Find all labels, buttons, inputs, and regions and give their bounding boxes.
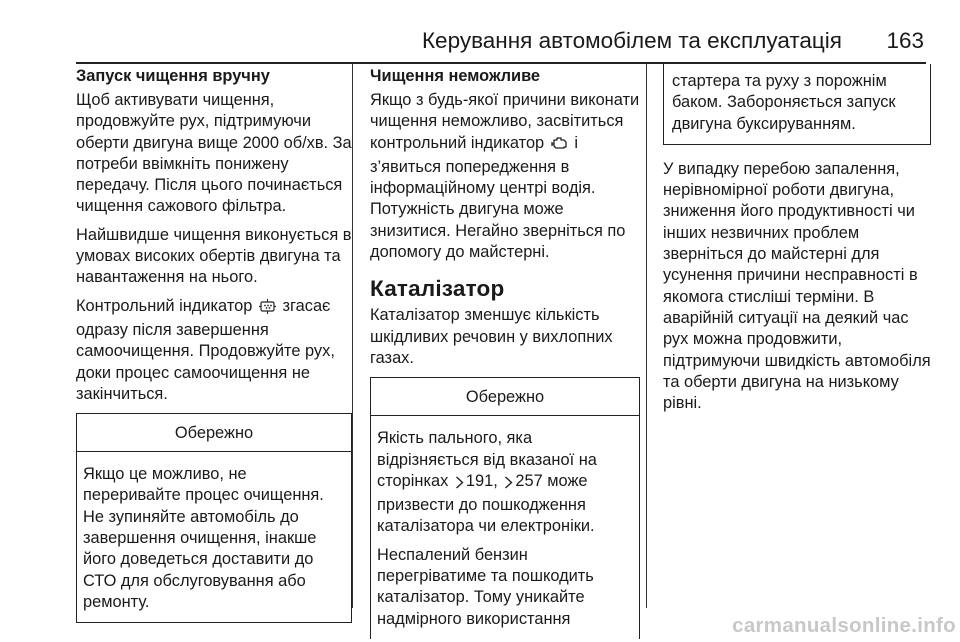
caution-box — [76, 413, 352, 623]
column-1 — [76, 64, 352, 623]
text-span: Якість пального, яка відрізняється від вказаної на сторінках — [377, 429, 597, 490]
column-2 — [370, 64, 640, 639]
text-span: може призвести до пошкодження каталізатора чи електроніки. — [377, 471, 595, 536]
column-3 — [663, 64, 931, 421]
paragraph: Найшвидше чищення виконується в умовах високих обертів двигуна та навантаження на нього. — [76, 225, 352, 287]
page-number: 163 — [886, 28, 924, 53]
caution-box-continued — [663, 64, 931, 145]
page-reference-arrow-icon — [504, 474, 513, 495]
caution-text: Якщо це можливо, не переривайте процес очищення. Не зупиняйте автомобіль до завершення очищення, інакше його доведеться доставити до СТО для обслуговування або ремонту. — [83, 465, 324, 611]
column-divider-1 — [352, 64, 353, 608]
caution-title: Обережно — [77, 414, 351, 452]
engine-service-icon — [551, 136, 568, 157]
page-reference-link[interactable]: 191 — [465, 471, 494, 490]
section-heading-manual-cleaning: Запуск чищення вручну — [76, 67, 270, 85]
column-divider-2 — [646, 64, 647, 608]
caution-text: Неспалений бензин перегріватиме та пошкодить каталізатор. Тому уникайте надмірного використання — [377, 545, 594, 628]
page-reference-arrow-icon — [455, 474, 464, 495]
paragraph: У випадку перебою запалення, нерівномірної роботи двигуна, зниження його продуктивності чи інших незвичних проблем зверніться до майстерні для усунення причини несправності в якомога стисліші терміни. В аварійній ситуації на деякий час рух можна продовжити, підтримуючи швидкість автомобіля та оберти двигуна на низькому рівні. — [663, 159, 931, 413]
paragraph — [370, 90, 640, 263]
text-span: , — [493, 471, 498, 490]
page-header — [0, 24, 960, 60]
section-title-catalyst: Каталізатор — [370, 276, 505, 302]
paragraph: Каталізатор зменшує кількість шкідливих речовин у вихлопних газах. — [370, 306, 613, 367]
text-span: Контрольний індикатор — [76, 296, 253, 315]
paragraph — [76, 296, 352, 405]
text-span: Якщо з будь-якої причини виконати чищення неможливо, засвітиться контрольний індикатор — [370, 91, 640, 152]
text-span: згасає одразу після завершення самоочищення. Продовжуйте рух, доки процес самоочищення не закінчиться. — [76, 296, 335, 403]
caution-text — [377, 428, 633, 537]
watermark: carmanualsonline.info — [732, 614, 956, 637]
paragraph: Щоб активувати чищення, продовжуйте рух, підтримуючи оберти двигуна вище 2000 об/хв. За потреби ввімкніть понижену передачу. Після цього починається чищення сажового фільтра. — [76, 91, 352, 216]
section-heading-cleaning-impossible: Чищення неможливе — [370, 67, 541, 85]
chapter-title: Керування автомобілем та експлуатація — [421, 28, 842, 53]
caution-title: Обережно — [371, 378, 639, 416]
page-reference-link[interactable]: 257 — [515, 471, 543, 490]
diesel-particulate-filter-icon — [259, 299, 276, 320]
text-span: і з’явиться попередження в інформаційному центрі водія. Потужність двигуна може знизитися. Негайно зверніться по допомогу до майстерні. — [370, 133, 626, 262]
caution-text: стартера та руху з порожнім баком. Забороняється запуск двигуна буксируванням. — [672, 72, 896, 133]
caution-box — [370, 377, 640, 639]
